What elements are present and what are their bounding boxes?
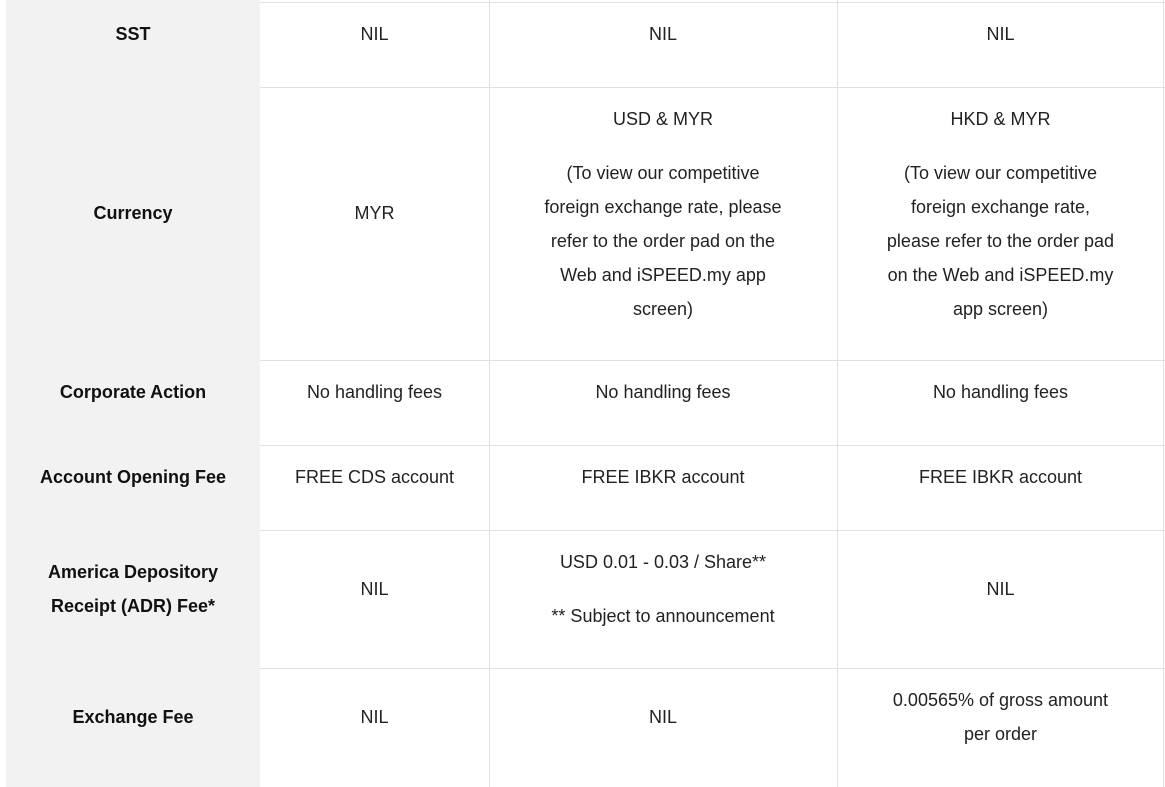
table-cell: No handling fees — [595, 382, 731, 402]
table-cell: FREE CDS account — [294, 467, 455, 487]
row-label — [6, 531, 260, 647]
exchange-fee-line: per order — [963, 724, 1038, 744]
currency-pair: USD & MYR — [612, 109, 713, 129]
exchange-fee-line: 0.00565% of gross amount — [892, 690, 1109, 710]
row-label-line: Receipt (ADR) Fee* — [50, 596, 216, 616]
table-cell — [837, 683, 1164, 763]
table-cell: No handling fees — [932, 382, 1069, 402]
table-cell: NIL — [360, 707, 389, 727]
table-cell: NIL — [360, 579, 389, 599]
table-cell: FREE IBKR account — [918, 467, 1083, 487]
table-cell: NIL — [648, 707, 677, 727]
row-label: SST — [6, 0, 260, 68]
table-cell: FREE IBKR account — [581, 467, 745, 487]
table-cell — [837, 102, 1164, 332]
note-line: (To view our competitive — [566, 163, 760, 183]
note-line: foreign exchange rate, — [910, 197, 1091, 217]
row-label: Currency — [6, 88, 260, 338]
table-cell: NIL — [360, 24, 389, 44]
note-line: on the Web and iSPEED.my — [887, 265, 1114, 285]
currency-pair: HKD & MYR — [950, 109, 1051, 129]
note-line: app screen) — [952, 299, 1049, 319]
note-line: refer to the order pad on the — [550, 231, 776, 251]
note-line: (To view our competitive — [903, 163, 1098, 183]
note-line: Web and iSPEED.my app — [560, 265, 766, 285]
table-cell: MYR — [354, 203, 395, 223]
table-cell — [489, 102, 837, 332]
table-cell — [489, 545, 837, 645]
table-cell: NIL — [986, 24, 1015, 44]
row-label-line: America Depository — [47, 562, 219, 582]
row-label: Corporate Action — [6, 361, 260, 423]
note-line: foreign exchange rate, please — [544, 197, 782, 217]
note-line: please refer to the order pad — [886, 231, 1115, 251]
adr-fee-note: ** Subject to announcement — [551, 606, 775, 626]
table-cell: NIL — [648, 24, 677, 44]
row-label: Account Opening Fee — [6, 446, 260, 508]
adr-fee-range: USD 0.01 - 0.03 / Share** — [559, 552, 767, 572]
table-cell: No handling fees — [306, 382, 443, 402]
table-cell: NIL — [986, 579, 1015, 599]
note-line: screen) — [632, 299, 694, 319]
row-label: Exchange Fee — [6, 669, 260, 765]
